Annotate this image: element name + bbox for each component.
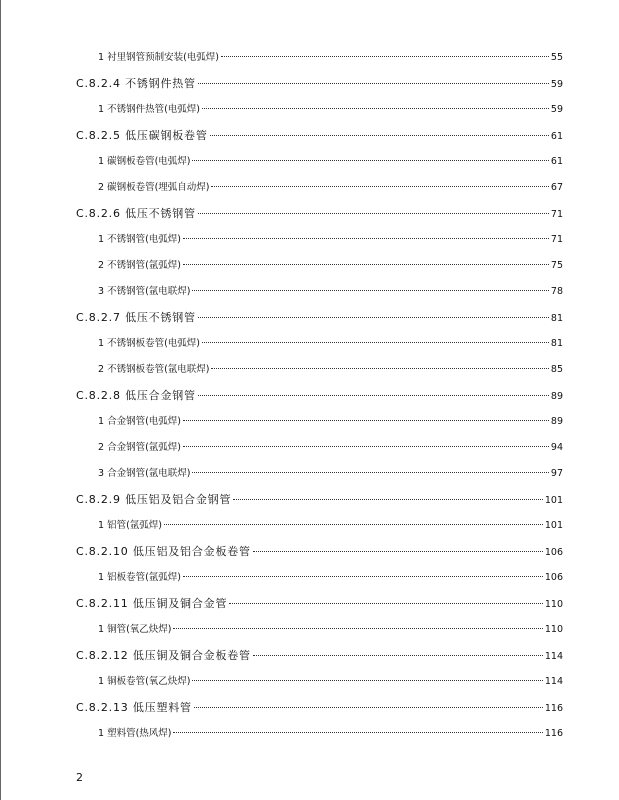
toc-section-entry[interactable] bbox=[76, 595, 563, 621]
toc-entry-page-number: 101 bbox=[544, 495, 563, 506]
toc-item-entry[interactable] bbox=[76, 153, 563, 179]
toc-item-entry[interactable] bbox=[76, 283, 563, 309]
toc-entry-page-number: 110 bbox=[544, 624, 563, 635]
dot-leader bbox=[192, 680, 542, 681]
toc-entry-label: C.8.2.8 低压合金钢管 bbox=[76, 389, 196, 402]
toc-item-entry[interactable] bbox=[76, 517, 563, 543]
toc-item-entry[interactable] bbox=[76, 413, 563, 439]
page-left-border bbox=[0, 0, 1, 800]
dot-leader bbox=[183, 238, 549, 239]
toc-entry-label: 1 合金钢管(电弧焊) bbox=[98, 416, 181, 427]
toc-entry-label: 2 合金钢管(氩弧焊) bbox=[98, 442, 181, 453]
dot-leader bbox=[192, 160, 548, 161]
toc-entry-page-number: 110 bbox=[544, 599, 563, 610]
dot-leader bbox=[253, 655, 543, 656]
toc-item-entry[interactable] bbox=[76, 231, 563, 257]
toc-item-entry[interactable] bbox=[76, 569, 563, 595]
toc-entry-page-number: 59 bbox=[550, 104, 563, 115]
dot-leader bbox=[221, 56, 549, 57]
toc-section-entry[interactable] bbox=[76, 647, 563, 673]
dot-leader bbox=[211, 368, 548, 369]
toc-entry-label: C.8.2.12 低压铜及铜合金板卷管 bbox=[76, 649, 251, 662]
toc-entry-label: 1 不锈钢件热管(电弧焊) bbox=[98, 104, 200, 115]
toc-section-entry[interactable] bbox=[76, 699, 563, 725]
toc-item-entry[interactable] bbox=[76, 335, 563, 361]
toc-entry-label: 2 不锈钢板卷管(氩电联焊) bbox=[98, 364, 210, 375]
toc-entry-page-number: 81 bbox=[550, 313, 563, 324]
toc-entry-label: 1 塑料管(热风焊) bbox=[98, 728, 172, 739]
dot-leader bbox=[229, 603, 543, 604]
toc-entry-page-number: 101 bbox=[544, 520, 563, 531]
toc-entry-page-number: 89 bbox=[550, 391, 563, 402]
toc-item-entry[interactable] bbox=[76, 439, 563, 465]
toc-section-entry[interactable] bbox=[76, 543, 563, 569]
toc-entry-page-number: 59 bbox=[550, 79, 563, 90]
dot-leader bbox=[164, 524, 543, 525]
toc-entry-label: 1 不锈钢管(电弧焊) bbox=[98, 234, 181, 245]
dot-leader bbox=[183, 420, 549, 421]
toc-entry-page-number: 85 bbox=[550, 364, 563, 375]
toc-item-entry[interactable] bbox=[76, 257, 563, 283]
toc-entry-page-number: 55 bbox=[550, 52, 563, 63]
toc-entry-page-number: 116 bbox=[544, 703, 563, 714]
dot-leader bbox=[198, 83, 549, 84]
toc-entry-label: 1 铜管(氧乙炔焊) bbox=[98, 624, 172, 635]
toc-entry-page-number: 71 bbox=[550, 209, 563, 220]
toc-entry-page-number: 75 bbox=[550, 260, 563, 271]
toc-entry-label: 2 碳钢板卷管(埋弧自动焊) bbox=[98, 182, 210, 193]
toc-entry-label: C.8.2.7 低压不锈钢管 bbox=[76, 311, 196, 324]
dot-leader bbox=[211, 186, 548, 187]
toc-item-entry[interactable] bbox=[76, 725, 563, 751]
toc-item-entry[interactable] bbox=[76, 361, 563, 387]
dot-leader bbox=[192, 472, 548, 473]
toc-entry-label: 3 合金钢管(氩电联焊) bbox=[98, 468, 191, 479]
toc-item-entry[interactable] bbox=[76, 465, 563, 491]
toc-entry-label: 1 铝板卷管(氩弧焊) bbox=[98, 572, 181, 583]
toc-entry-label: C.8.2.11 低压铜及铜合金管 bbox=[76, 597, 228, 610]
toc-entry-label: 1 不锈钢板卷管(电弧焊) bbox=[98, 338, 200, 349]
dot-leader bbox=[202, 108, 549, 109]
toc-item-entry[interactable] bbox=[76, 673, 563, 699]
toc-entry-page-number: 114 bbox=[544, 676, 563, 687]
toc-entry-page-number: 97 bbox=[550, 468, 563, 479]
dot-leader bbox=[210, 135, 549, 136]
toc-item-entry[interactable] bbox=[76, 621, 563, 647]
toc-entry-label: 1 铜板卷管(氧乙炔焊) bbox=[98, 676, 191, 687]
toc-entry-label: 2 不锈钢管(氩弧焊) bbox=[98, 260, 181, 271]
dot-leader bbox=[198, 395, 549, 396]
dot-leader bbox=[233, 499, 543, 500]
toc-entry-label: 3 不锈钢管(氩电联焊) bbox=[98, 286, 191, 297]
toc-section-entry[interactable] bbox=[76, 387, 563, 413]
dot-leader bbox=[194, 707, 543, 708]
toc-entry-label: C.8.2.10 低压铝及铝合金板卷管 bbox=[76, 545, 251, 558]
toc-entry-label: C.8.2.13 低压塑料管 bbox=[76, 701, 192, 714]
toc-item-entry[interactable] bbox=[76, 101, 563, 127]
toc-entry-label: C.8.2.9 低压铝及铝合金钢管 bbox=[76, 493, 232, 506]
toc-section-entry[interactable] bbox=[76, 127, 563, 153]
dot-leader bbox=[198, 317, 549, 318]
toc-entry-label: C.8.2.5 低压碳钢板卷管 bbox=[76, 129, 208, 142]
dot-leader bbox=[192, 290, 548, 291]
toc-section-entry[interactable] bbox=[76, 491, 563, 517]
toc-section-entry[interactable] bbox=[76, 205, 563, 231]
toc-entry-label: 1 碳钢板卷管(电弧焊) bbox=[98, 156, 191, 167]
toc-section-entry[interactable] bbox=[76, 309, 563, 335]
toc-entry-label: C.8.2.4 不锈钢件热管 bbox=[76, 77, 196, 90]
toc-entry-page-number: 94 bbox=[550, 442, 563, 453]
dot-leader bbox=[202, 342, 549, 343]
toc-entry-page-number: 61 bbox=[550, 156, 563, 167]
toc-entry-page-number: 89 bbox=[550, 416, 563, 427]
toc-entry-page-number: 114 bbox=[544, 651, 563, 662]
toc-entry-page-number: 61 bbox=[550, 131, 563, 142]
toc-item-entry[interactable] bbox=[76, 49, 563, 75]
toc-item-entry[interactable] bbox=[76, 179, 563, 205]
dot-leader bbox=[198, 213, 549, 214]
toc-entry-page-number: 67 bbox=[550, 182, 563, 193]
table-of-contents bbox=[76, 49, 563, 751]
toc-entry-label: 1 衬里钢管预制安装(电弧焊) bbox=[98, 52, 219, 63]
toc-entry-page-number: 106 bbox=[544, 547, 563, 558]
dot-leader bbox=[183, 264, 549, 265]
toc-entry-page-number: 81 bbox=[550, 338, 563, 349]
toc-entry-label: 1 铝管(氩弧焊) bbox=[98, 520, 162, 531]
dot-leader bbox=[253, 551, 543, 552]
dot-leader bbox=[173, 628, 542, 629]
dot-leader bbox=[183, 576, 543, 577]
toc-entry-page-number: 116 bbox=[544, 728, 563, 739]
toc-entry-page-number: 71 bbox=[550, 234, 563, 245]
toc-entry-page-number: 106 bbox=[544, 572, 563, 583]
toc-entry-page-number: 78 bbox=[550, 286, 563, 297]
dot-leader bbox=[173, 732, 542, 733]
toc-entry-label: C.8.2.6 低压不锈钢管 bbox=[76, 207, 196, 220]
toc-section-entry[interactable] bbox=[76, 75, 563, 101]
dot-leader bbox=[183, 446, 549, 447]
page-number: 2 bbox=[76, 771, 83, 784]
